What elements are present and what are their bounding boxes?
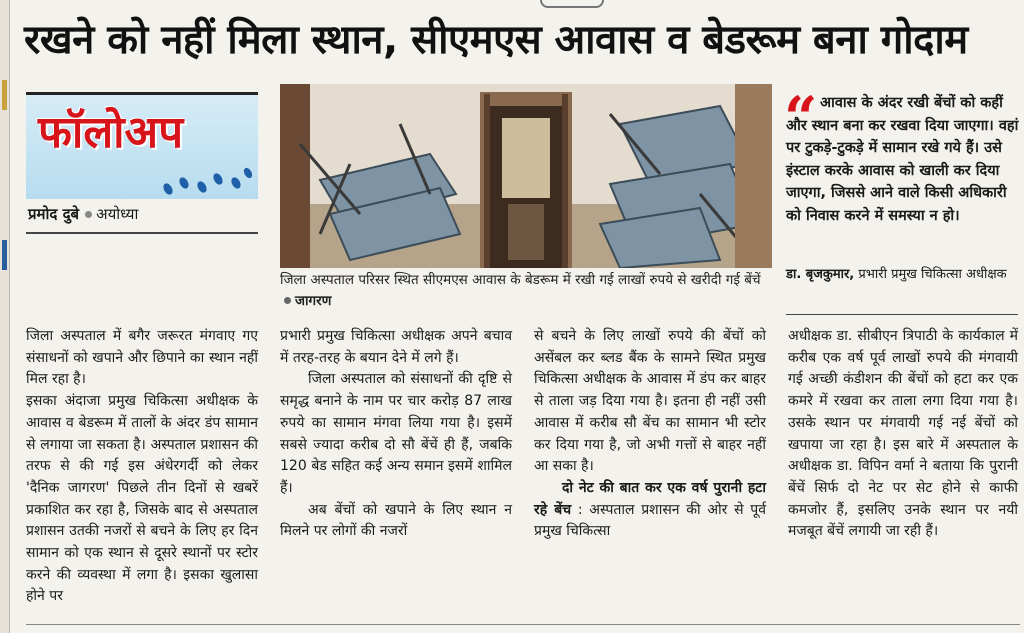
article-column-3 xyxy=(534,326,766,543)
followup-banner xyxy=(26,92,258,199)
paragraph: अधीक्षक डा. सीबीएन त्रिपाठी के कार्यकाल में करीब एक वर्ष पूर्व लाखों रुपये की मंगवायी गई अच्छी कंडीशन की बेंचों को हटा कर एक कमरे में रखवा कर ताला लगा दिया गया है। उसके स्थान पर मंगवायी गई नई बेंचों को खपाया जा रहा है। इस बारे में अस्पताल के अधीक्षक डा. विपिन वर्मा ने बताया कि पुरानी बेंचें सिर्फ दो नेट पर सेट होने से काफी कमजोर हैं, इसलिए उनके स्थान पर नयी मजबूत बेंचें लगायी जा रही हैं। xyxy=(788,328,1018,540)
bottom-rule xyxy=(26,624,1020,625)
bullet-dot-icon xyxy=(284,297,291,304)
dateline-place: अयोध्या xyxy=(96,205,139,223)
pull-quote-text: आवास के अंदर रखी बेंचों को कहीं और स्थान बना कर रखवा दिया जाएगा। वहां पर टुकड़े-टुकड़े में सामान रखे गये हैं। उसे इंस्टाल करके आवास को खाली कर दिया जाएगा, जिससे आने वाले किसी अधिकारी को निवास करने में समस्या न हो। xyxy=(786,95,1019,224)
photo-source: जागरण xyxy=(295,293,332,309)
followup-label: फॉलोअप xyxy=(38,107,184,158)
quote-mark-icon: “ xyxy=(784,84,818,152)
pull-quote-attribution xyxy=(786,264,1022,286)
paragraph-text: : अस्पताल प्रशासन की ओर से पूर्व प्रमुख चिकित्सा xyxy=(534,501,766,540)
footprints-icon xyxy=(160,165,252,195)
article-column-4 xyxy=(788,326,1018,543)
paragraph: अब बेंचों को खपाने के लिए स्थान न मिलने पर लोगों की नजरों xyxy=(280,501,512,540)
paragraph: इसका अंदाजा प्रमुख चिकित्सा अधीक्षक के आवास व बेडरूम में तालों के अंदर डंप सामान से लगाया जा सकता है। अस्पताल प्रशासन की तरफ से की गई इस अंधेरगर्दी को लेकर 'दैनिक जागरण' पिछले तीन दिनों से खबरें प्रकाशित कर रहा है, जिसके बाद से अस्पताल प्रशासन उतकी नजरों से बचने के लिए हर दिन सामान को एक स्थान से दूसरे स्थानों पर स्टोर करने की व्यवस्था में लगा है। इसका खुलासा होने पर xyxy=(26,393,258,605)
news-photo xyxy=(280,84,772,268)
edge-color-strip xyxy=(2,240,7,270)
paragraph: जिला अस्पताल में बगैर जरूरत मंगवाए गए संसाधनों को खपाने और छिपाने का स्थान नहीं मिल रहा है। xyxy=(26,328,258,388)
quote-speaker-designation: प्रभारी प्रमुख चिकित्सा अधीक्षक xyxy=(858,267,1007,282)
quote-rule xyxy=(786,314,1018,315)
paragraph: से बचने के लिए लाखों रुपये की बेंचों को असेंबल कर ब्लड बैंक के सामने स्थित प्रमुख चिकित्सा अधीक्षक के आवास में डंप कर बाहर से ताला जड़ दिया गया है। इतना ही नहीं उसी आवास में करीब सौ बेंच का सामान भी स्टोर कर दिया गया है, जो अभी गत्तों से बाहर नहीं आ सका है। xyxy=(534,328,766,475)
subheading: दो नेट की बात कर एक वर्ष पुरानी हटा रहे बेंच xyxy=(534,479,766,518)
byline xyxy=(28,204,138,224)
article-column-2 xyxy=(280,326,512,543)
quote-speaker-name: डा. बृजकुमार, xyxy=(786,267,855,282)
byline-rule xyxy=(26,232,258,234)
article-column-1 xyxy=(26,326,258,608)
previous-headline-fragment xyxy=(540,0,604,8)
paragraph: जिला अस्पताल को संसाधनों की दृष्टि से समृद्ध बनाने के नाम पर चार करोड़ 87 लाख रुपये का सामान मंगवा लिया गया है। इसमें सबसे ज्यादा करीब दो सौ बेंचें ही हैं, जबकि 120 बेड सहित कई अन्य समान इसमें शामिल हैं। xyxy=(280,371,512,496)
edge-color-strip xyxy=(2,80,7,110)
photo-caption xyxy=(280,270,772,312)
paragraph xyxy=(534,478,766,543)
paragraph: प्रभारी प्रमुख चिकित्सा अधीक्षक अपने बचाव में तरह-तरह के बयान देने में लगे हैं। xyxy=(280,328,512,366)
adjacent-column-edge xyxy=(0,0,10,633)
headline: रखने को नहीं मिला स्थान, सीएमएस आवास व बेडरूम बना गोदाम xyxy=(24,17,968,63)
caption-text: जिला अस्पताल परिसर स्थित सीएमएस आवास के बेडरूम में रखी गई लाखों रुपये से खरीदी गई बेंचें xyxy=(280,272,761,288)
author-name: प्रमोद दुबे xyxy=(28,205,80,223)
room-with-benches-photo xyxy=(280,84,772,268)
bullet-dot-icon xyxy=(85,211,92,218)
